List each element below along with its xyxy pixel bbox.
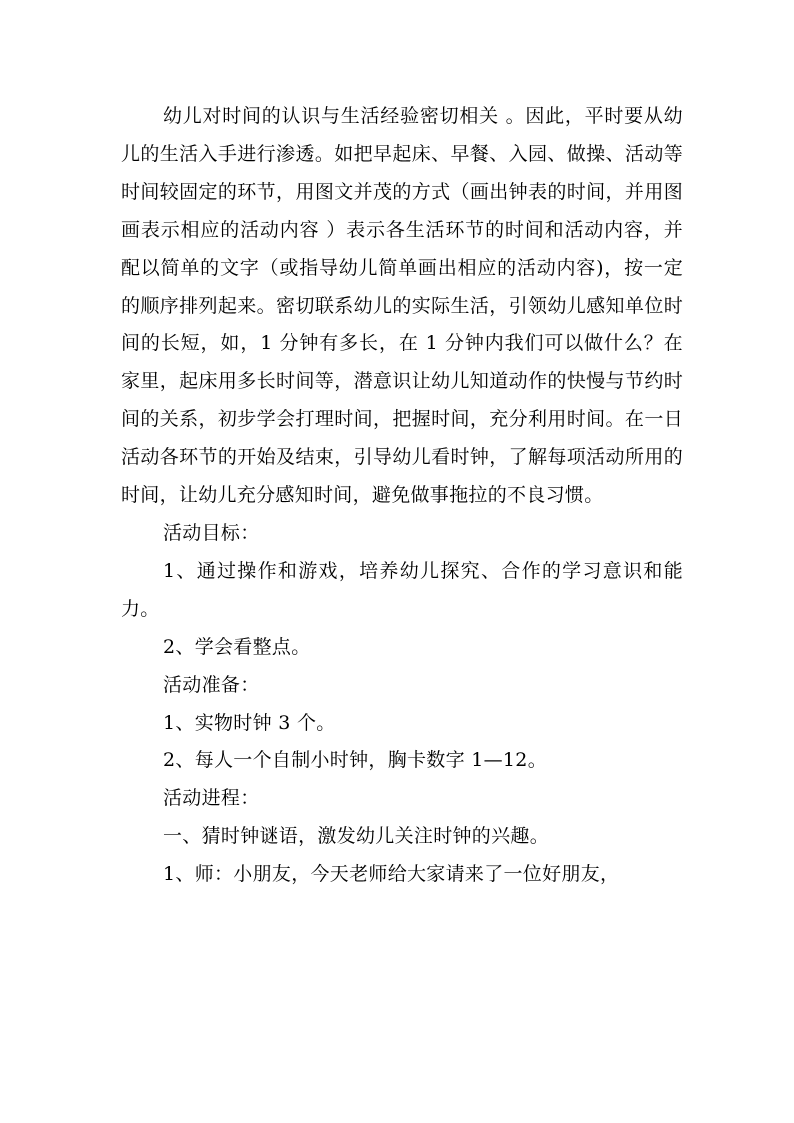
goal-item-2: 2、学会看整点。 [163,635,311,658]
process-substep-1: 1、师：小朋友，今天老师给大家请来了一位好朋友， [163,863,620,886]
paragraph-intro: 幼儿对时间的认识与生活经验密切相关 。因此，平时要从幼儿的生活入手进行渗透。如把早起床、早餐、入园、做操、活动等时间较固定的环节，用图文并茂的方式（画出钟表的时间，并用图画表示相应的活动内容 ）表示各生活环节的时间和活动内容，并配以简单的文字（或指导幼儿简单画出相应的活动内容)，按一定的顺序排列起来。密切联系幼儿的实际生活，引领幼儿感知单位时间的长短，如，1 分钟有多长，在 1 分钟内我们可以做什么？在家里，起床用多长时间等，潜意识让幼儿知道动作的快慢与节约时间的关系，初步学会打理时间，把握时间，充分利用时间。在一日活动各环节的开始及结束，引导幼儿看时钟，了解每项活动所用的时间，让幼儿充分感知时间，避免做事拖拉的不良习惯。 [121,105,683,507]
document-body [121,98,683,894]
process-step-1: 一、猜时钟谜语，激发幼儿关注时钟的兴趣。 [163,825,550,848]
heading-activity-process: 活动进程： [163,787,260,810]
heading-activity-preparation: 活动准备： [163,673,260,696]
preparation-item-1: 1、实物时钟 3 个。 [163,711,336,734]
goal-item-1: 1、通过操作和游戏，培养幼儿探究、合作的学习意识和能力。 [121,559,683,620]
preparation-item-2: 2、每人一个自制小时钟，胸卡数字 1—12。 [163,749,547,772]
heading-activity-goals: 活动目标： [163,521,260,544]
